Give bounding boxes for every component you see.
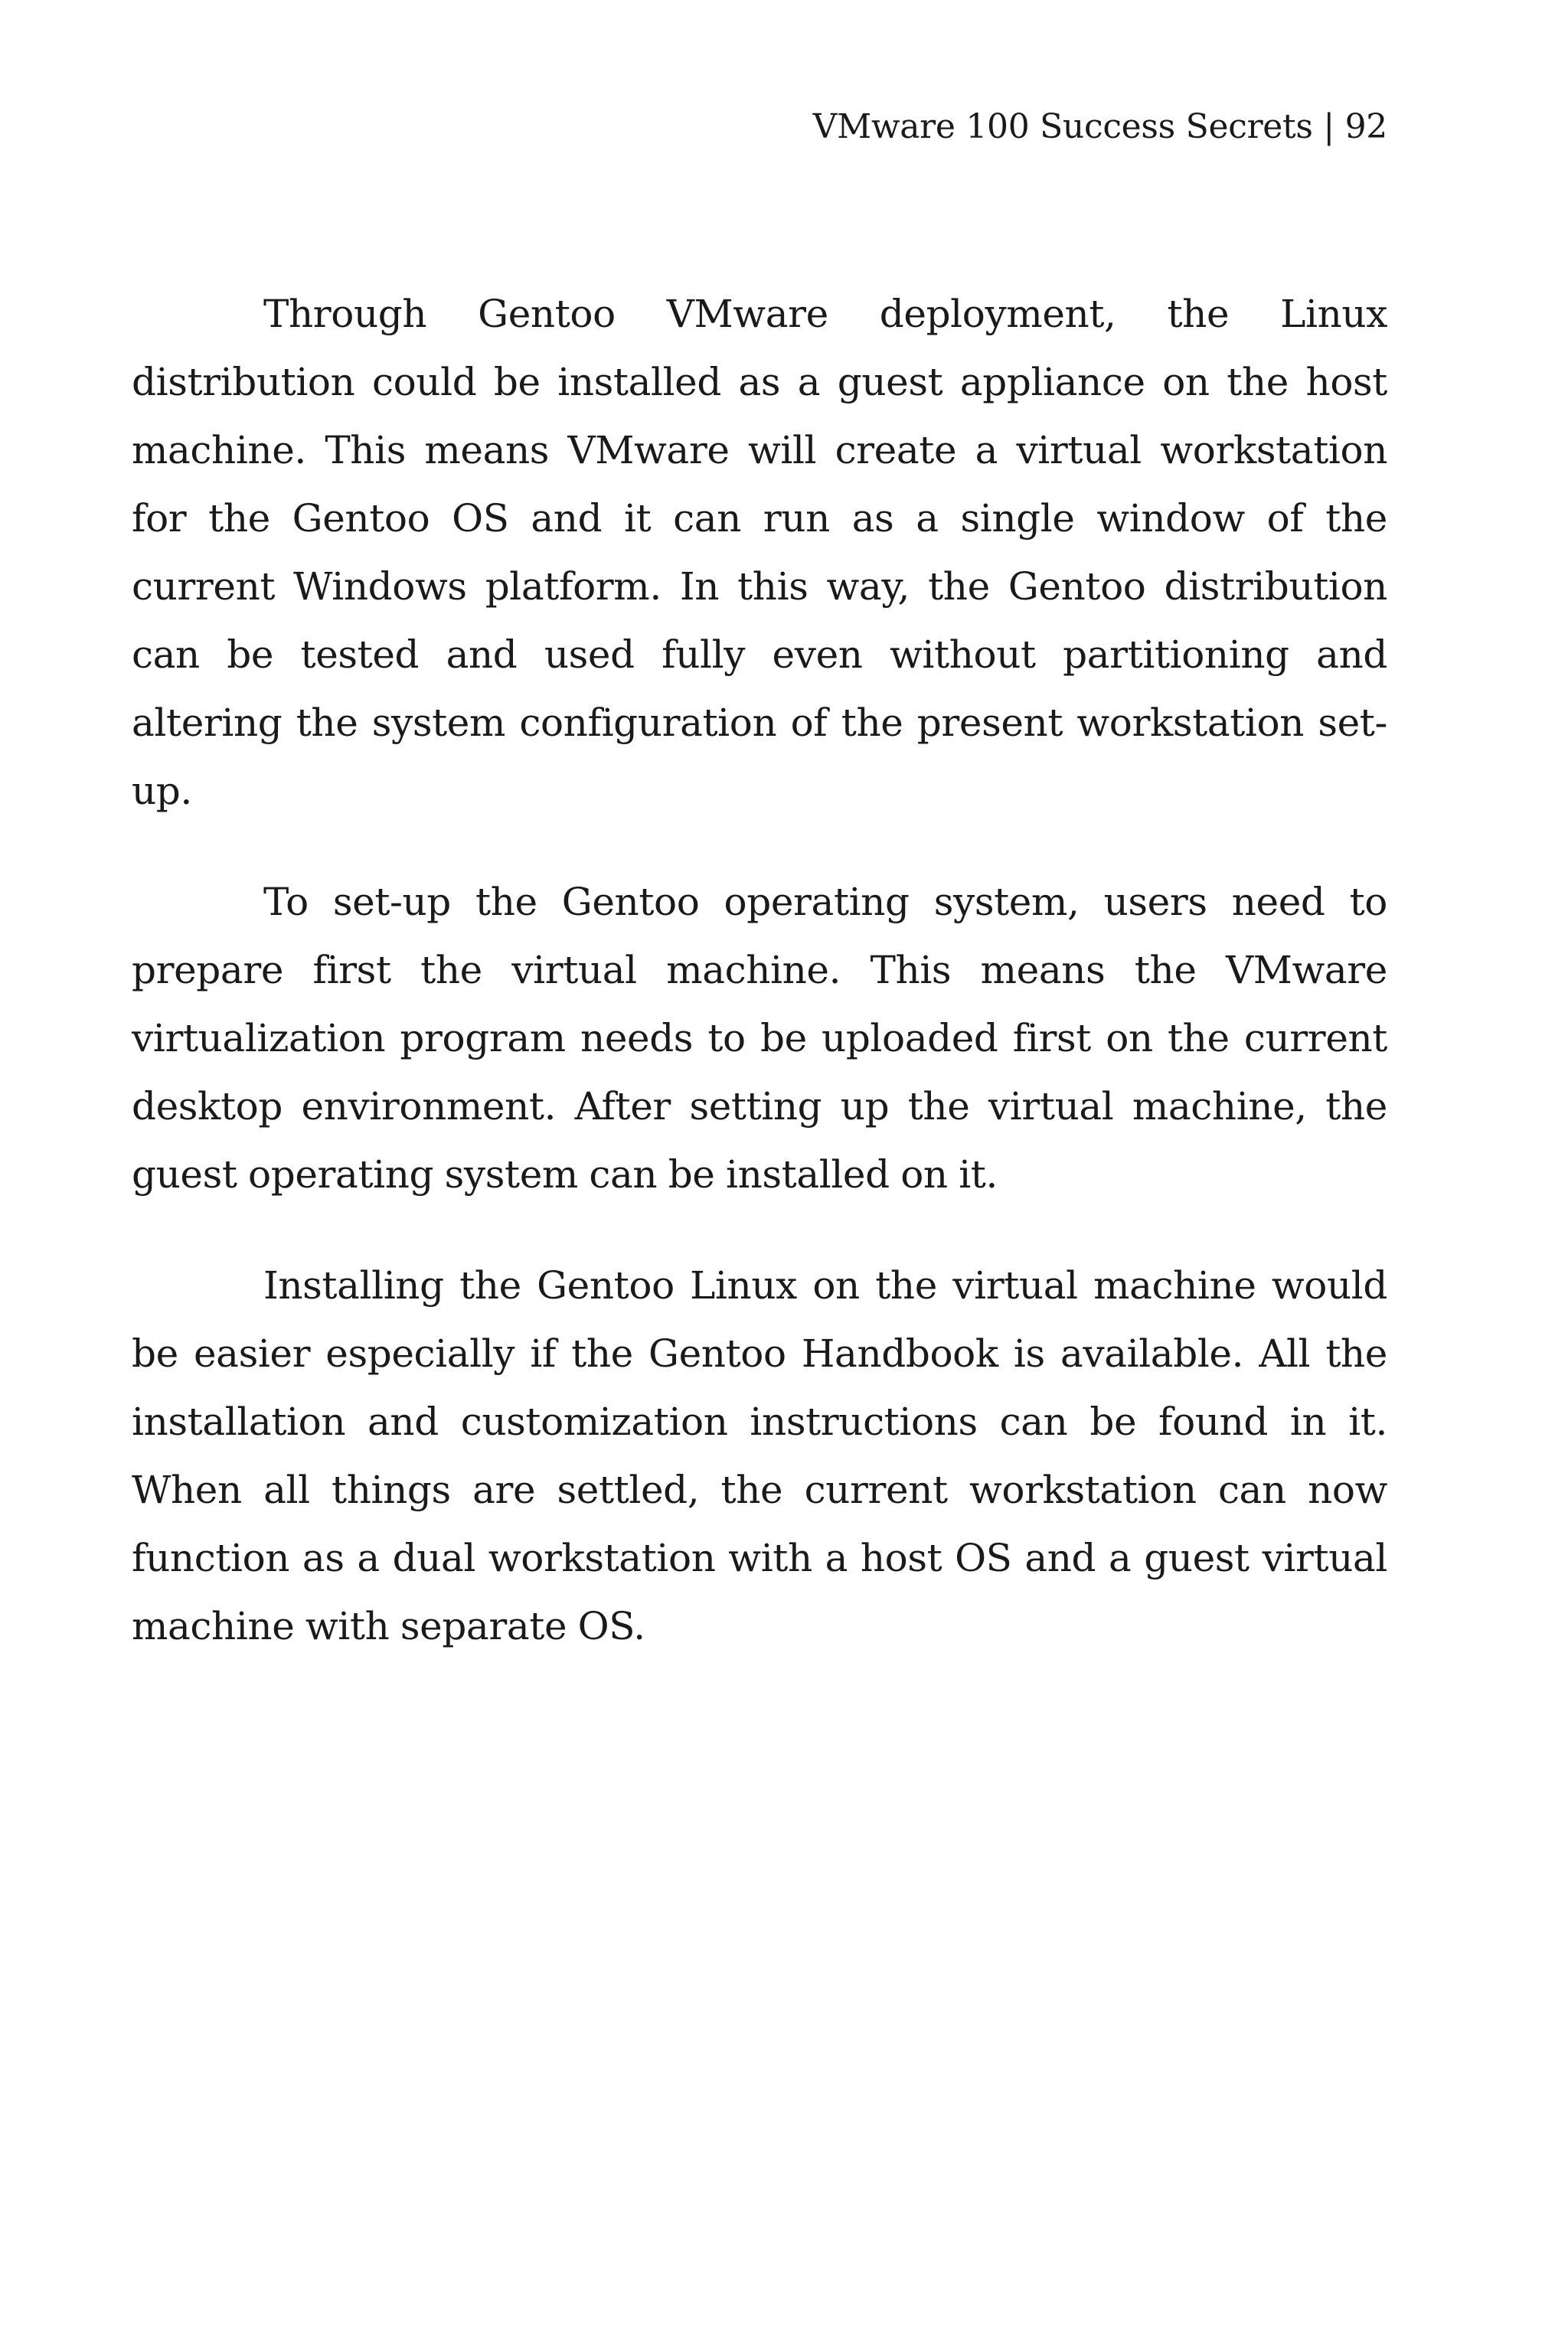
body-text [132,280,1387,1704]
paragraph-installing-gentoo: Installing the Gentoo Linux on the virtual machine would be easier especially if the Gentoo Handbook is available. All the installation and customization instructions can be found in it. When all things are settled, the current workstation can now function as a dual workstation with a host OS and a guest virtual machine with separate OS. [132,1263,1387,1648]
paragraph-setup-virtual-machine: To set-up the Gentoo operating system, users need to prepare first the virtual machine. This means the VMware virtualization program needs to be uploaded first on the current desktop environment. After setting up the virtual machine, the guest operating system can be installed on it. [132,880,1387,1197]
paragraph-gentoo-deployment: Through Gentoo VMware deployment, the Linux distribution could be installed as a guest appliance on the host machine. This means VMware will create a virtual workstation for the Gentoo OS and it can run as a single window of the current Windows platform. In this way, the Gentoo distribution can be tested and used fully even without partitioning and altering the system configuration of the present workstation set-up. [132,292,1387,813]
running-header: VMware 100 Success Secrets | 92 [812,107,1387,146]
